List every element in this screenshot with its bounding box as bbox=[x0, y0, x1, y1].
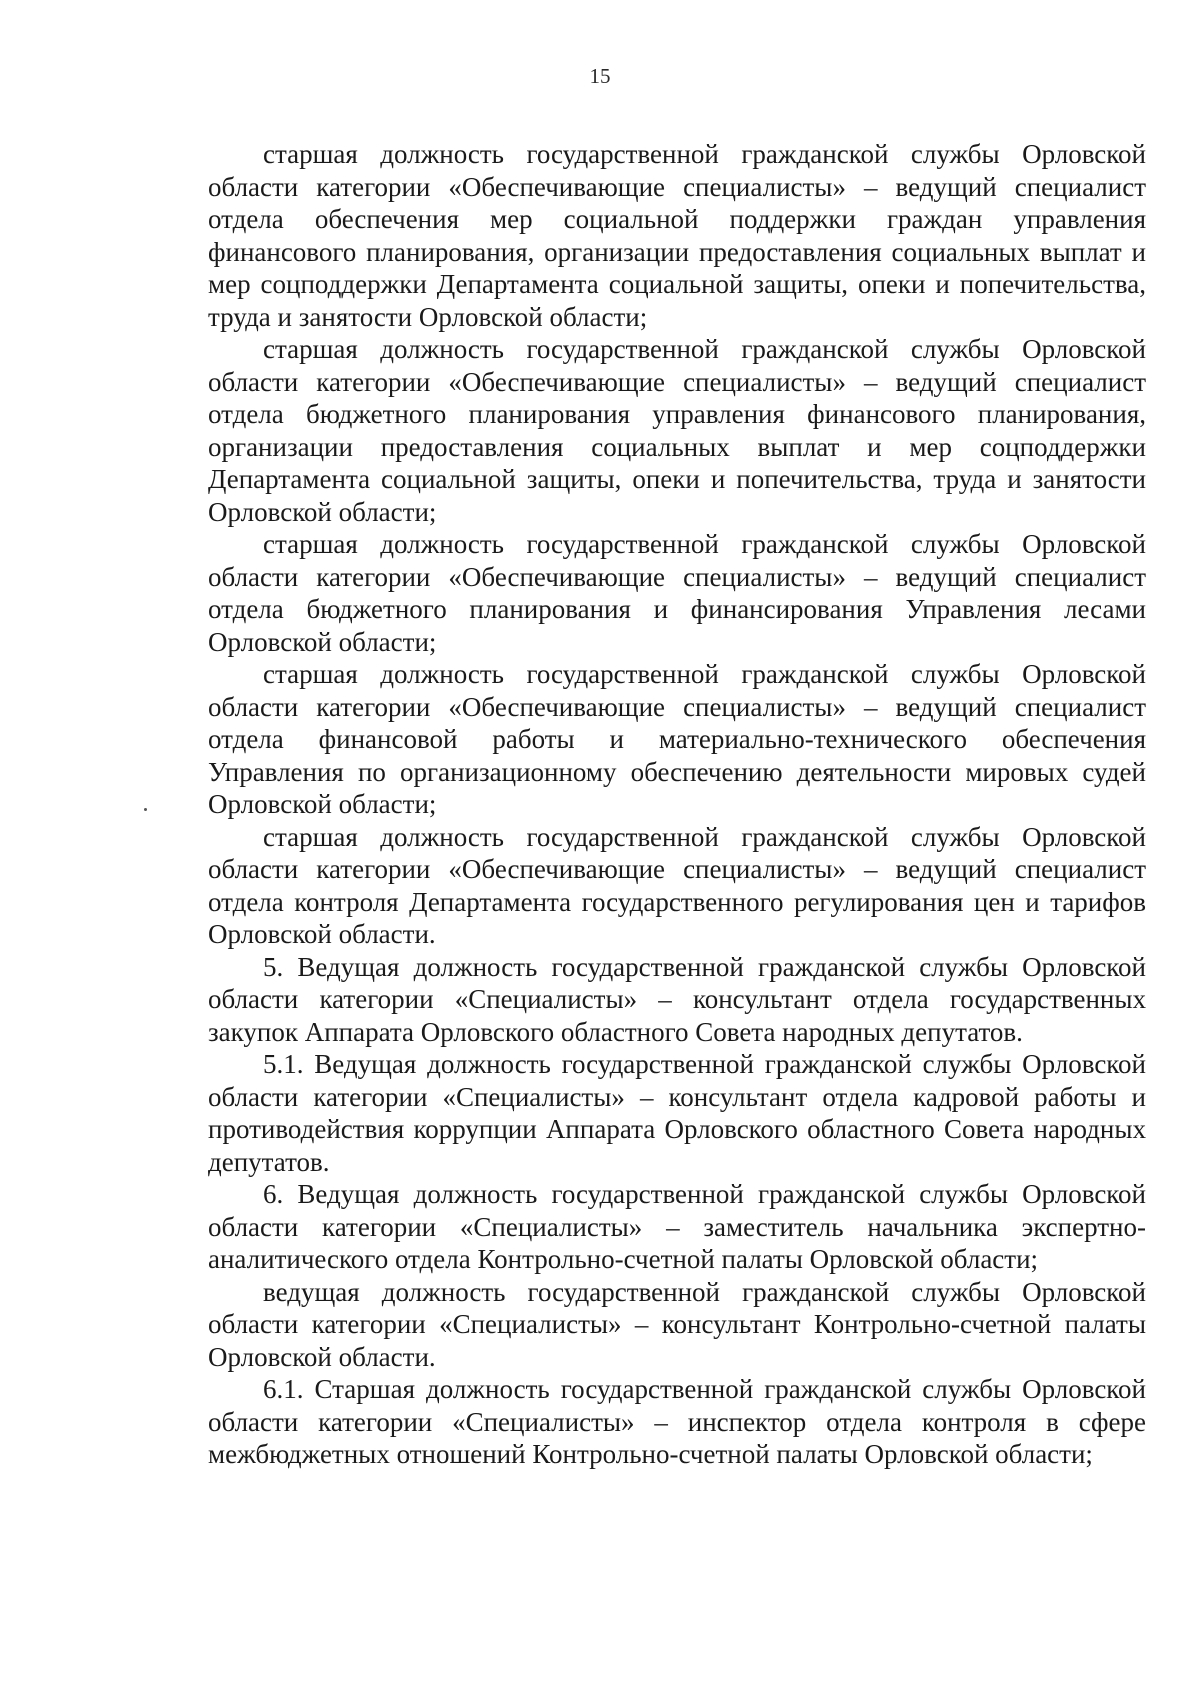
paragraph: 5.1. Ведущая должность государственной гражданской службы Орловской области категории «Специалисты» – консультант отдела кадровой работы и противодействия коррупции Аппарата Орловского областного Совета народных депутатов. bbox=[208, 1049, 1146, 1177]
document-body bbox=[208, 138, 1146, 1471]
paragraph: 6.1. Старшая должность государственной гражданской службы Орловской области категории «Специалисты» – инспектор отдела контроля в сфере межбюджетных отношений Контрольно-счетной палаты Орловской области; bbox=[208, 1374, 1146, 1469]
paragraph: старшая должность государственной гражданской службы Орловской области категории «Обеспечивающие специалисты» – ведущий специалист отдела финансовой работы и материально-технического обеспечения Управления по организационному обеспечению деятельности мировых судей Орловской области; bbox=[208, 659, 1146, 819]
paragraph: ведущая должность государственной гражданской службы Орловской области категории «Специалисты» – консультант Контрольно-счетной палаты Орловской области. bbox=[208, 1276, 1146, 1372]
paragraph: 5. Ведущая должность государственной гражданской службы Орловской области категории «Специалисты» – консультант отдела государственных закупок Аппарата Орловского областного Совета народных депутатов. bbox=[208, 951, 1146, 1047]
paragraph: старшая должность государственной гражданской службы Орловской области категории «Обеспечивающие специалисты» – ведущий специалист отдела контроля Департамента государственного регулирования цен и тарифов Орловской области. bbox=[208, 821, 1146, 949]
scan-artifact-dot bbox=[144, 808, 147, 811]
paragraph: старшая должность государственной гражданской службы Орловской области категории «Обеспечивающие специалисты» – ведущий специалист отдела бюджетного планирования управления финансового планирования, организации предоставления социальных выплат и мер соцподдержки Департамента социальной защиты, опеки и попечительства, труда и занятости Орловской области; bbox=[208, 334, 1146, 527]
paragraph: старшая должность государственной гражданской службы Орловской области категории «Обеспечивающие специалисты» – ведущий специалист отдела бюджетного планирования и финансирования Управления лесами Орловской области; bbox=[208, 529, 1146, 657]
page-number: 15 bbox=[589, 64, 611, 88]
paragraph: 6. Ведущая должность государственной гражданской службы Орловской области категории «Специалисты» – заместитель начальника экспертно-аналитического отдела Контрольно-счетной палаты Орловской области; bbox=[208, 1179, 1146, 1274]
paragraph: старшая должность государственной гражданской службы Орловской области категории «Обеспечивающие специалисты» – ведущий специалист отдела обеспечения мер социальной поддержки граждан управления финансового планирования, организации предоставления социальных выплат и мер соцподдержки Департамента социальной защиты, опеки и попечительства, труда и занятости Орловской области; bbox=[208, 139, 1146, 332]
